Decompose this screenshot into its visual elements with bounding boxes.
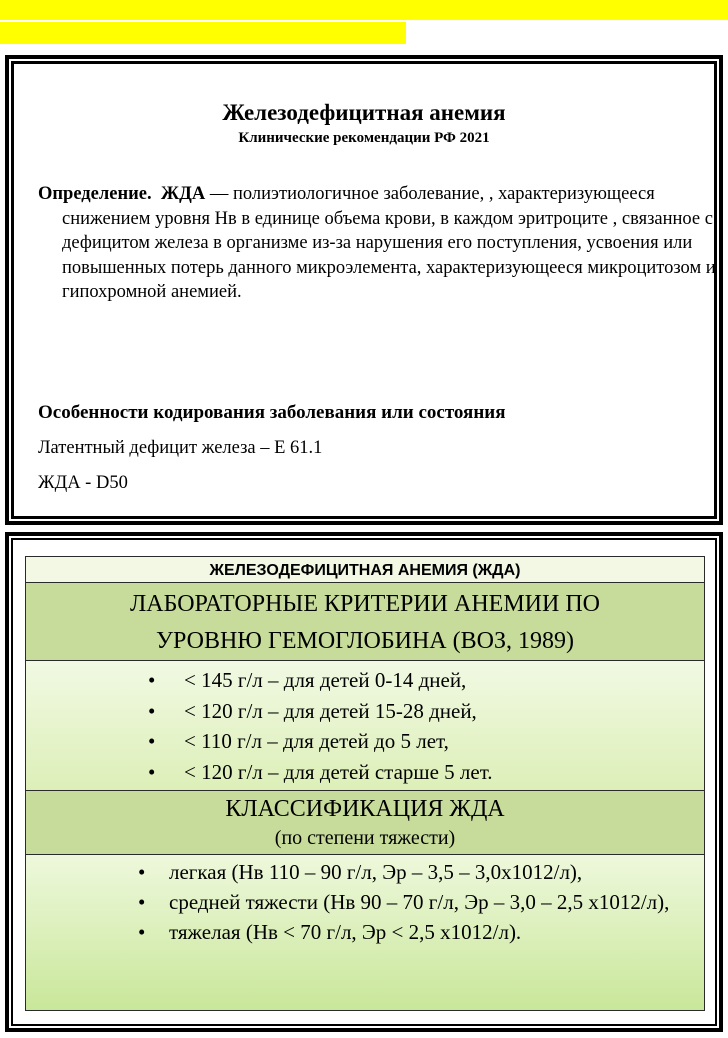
- criteria-card: [5, 532, 723, 1032]
- criteria-card-inner-frame: [11, 538, 717, 1026]
- definition-text: — полиэтиологичное заболевание, , характеризующееся снижением уровня Нв в единице объема крови, в каждом эритроците , связанное с дефицитом железа в организме из-за нарушения его поступления, усвоения или повышенных потерь данного микроэлемента, характеризующееся микроцитозом и гипохромной анемией.: [62, 184, 716, 303]
- classification-heading: КЛАССИФИКАЦИЯ ЖДА: [225, 796, 505, 822]
- classification-subheading: (по степени тяжести): [274, 827, 456, 849]
- lab-criteria-list: [25, 661, 705, 791]
- coding-heading: Особенности кодирования заболевания или состояния: [38, 402, 506, 423]
- definition-card-inner-frame: [11, 61, 717, 519]
- definition-abbr: ЖДА: [160, 184, 206, 204]
- definition-card: [5, 55, 723, 525]
- coding-item: Латентный дефицит железа – Е 61.1: [38, 438, 323, 458]
- list-item: • легкая (Нв 110 – 90 г/л, Эр – 3,5 – 3,0х1012/л),: [26, 857, 704, 887]
- lab-criteria-title-line: ЛАБОРАТОРНЫЕ КРИТЕРИИ АНЕМИИ ПО: [129, 591, 600, 617]
- lab-criteria-title-line: УРОВНЮ ГЕМОГЛОБИНА (ВОЗ, 1989): [156, 628, 574, 654]
- table-header: ЖЕЛЕЗОДЕФИЦИТНАЯ АНЕМИЯ (ЖДА): [25, 556, 705, 583]
- lab-criteria-title: [25, 583, 705, 661]
- list-item: • средней тяжести (Нв 90 – 70 г/л, Эр – 3,0 – 2,5 х1012/л),: [26, 887, 704, 917]
- card-title: Железодефицитная анемия: [222, 100, 506, 125]
- criteria-table: [25, 556, 705, 1011]
- list-item: • < 145 г/л – для детей 0-14 дней,: [26, 665, 704, 696]
- list-item: • < 110 г/л – для детей до 5 лет,: [26, 726, 704, 757]
- list-item: • < 120 г/л – для детей старше 5 лет.: [26, 757, 704, 788]
- highlight-bar-short: [0, 22, 406, 44]
- card-subtitle: Клинические рекомендации РФ 2021: [238, 130, 490, 146]
- severity-list: [25, 855, 705, 1011]
- coding-item: ЖДА - D50: [38, 473, 128, 493]
- highlight-bar-top: [0, 0, 728, 20]
- definition-label: Определение.: [38, 184, 152, 204]
- list-item: • тяжелая (Нв < 70 г/л, Эр < 2,5 х1012/л).: [26, 917, 704, 947]
- definition-paragraph: [38, 182, 727, 305]
- list-item: • < 120 г/л – для детей 15-28 дней,: [26, 696, 704, 727]
- classification-title: [25, 791, 705, 855]
